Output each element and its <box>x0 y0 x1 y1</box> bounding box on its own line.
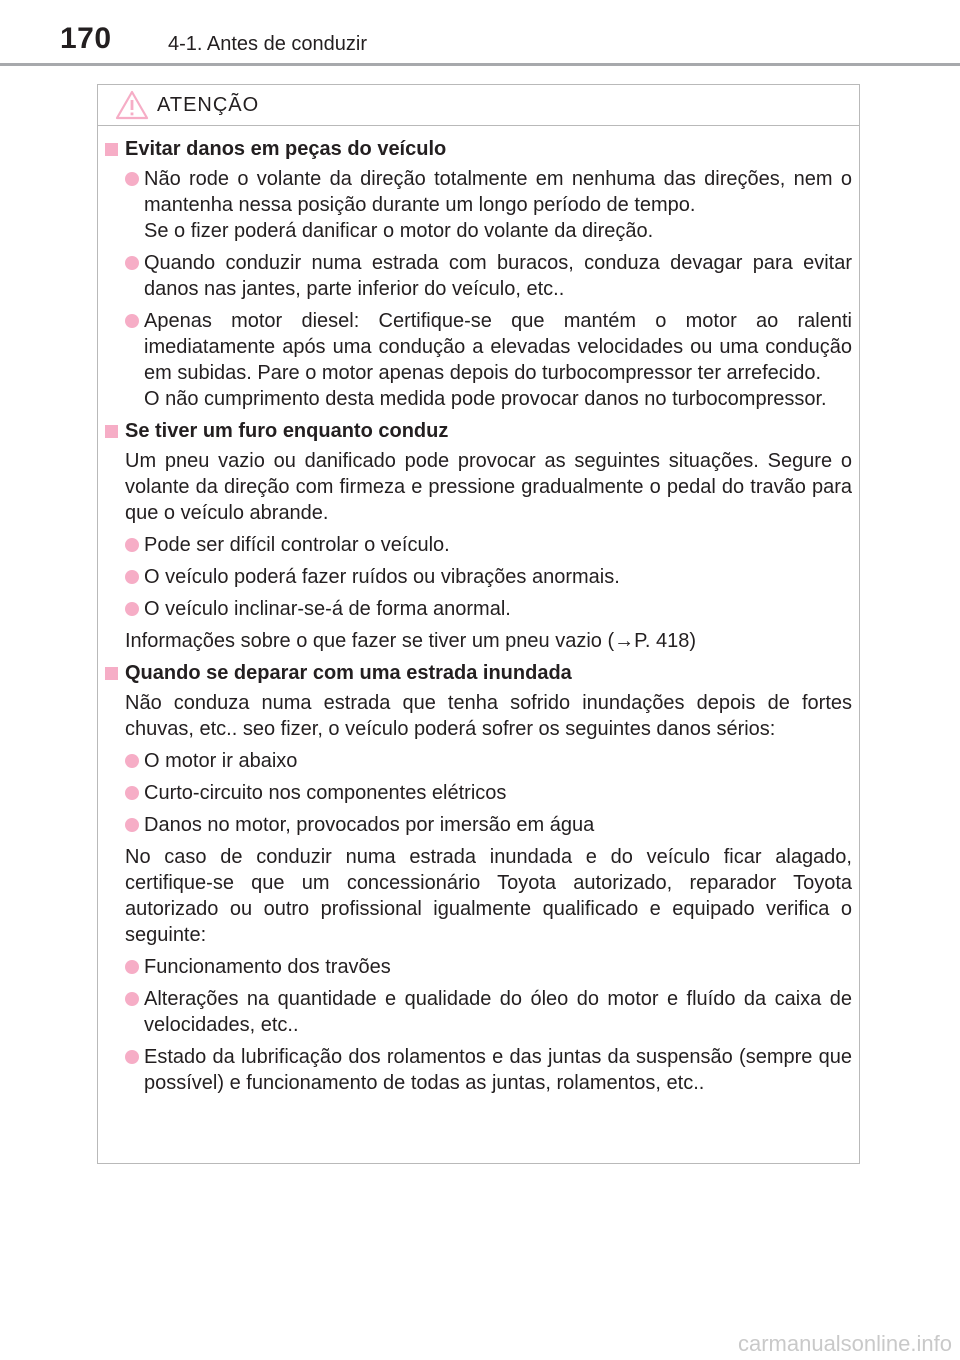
list-item-text: Apenas motor diesel: Certifique-se que mantém o motor ao ralenti imediatamente após uma condução a elevadas velocidades ou uma condução em subidas. Pare o motor apenas depois do turbocompressor ter arrefecido. <box>144 310 852 384</box>
paragraph: Não conduza numa estrada que tenha sofrido inundações depois de fortes chuvas, etc.. seo fizer, o veículo poderá sofrer os seguintes danos sérios: <box>125 692 852 740</box>
warning-box <box>97 84 860 1164</box>
bullet-dot-icon <box>125 786 139 800</box>
list-item-text: Danos no motor, provocados por imersão em água <box>144 814 595 836</box>
warning-title: ATENÇÃO <box>157 94 260 116</box>
list-item <box>104 166 852 244</box>
section-title-text: Se tiver um furo enquanto conduz <box>125 420 449 442</box>
list-item <box>104 532 852 558</box>
list-item <box>104 986 852 1038</box>
section-title-text: Quando se deparar com uma estrada inundada <box>125 662 572 684</box>
section-square-icon <box>105 143 118 156</box>
bullet-dot-icon <box>125 960 139 974</box>
bullet-dot-icon <box>125 172 139 186</box>
list-item-text: O veículo poderá fazer ruídos ou vibrações anormais. <box>144 566 620 588</box>
section-title <box>104 136 852 163</box>
list-item <box>104 748 852 774</box>
bullet-dot-icon <box>125 992 139 1006</box>
list-item-text: Se o fizer poderá danificar o motor do volante da direção. <box>144 220 654 242</box>
page-header <box>0 0 960 66</box>
list-item <box>104 812 852 838</box>
list-item-text: Quando conduzir numa estrada com buracos, conduza devagar para evitar danos nas jantes, parte inferior do veículo, etc.. <box>144 252 852 300</box>
section-title-text: Evitar danos em peças do veículo <box>125 138 447 160</box>
bullet-dot-icon <box>125 570 139 584</box>
list-item <box>104 954 852 980</box>
paragraph: Um pneu vazio ou danificado pode provocar as seguintes situações. Segure o volante da direção com firmeza e pressione gradualmente o pedal do travão para que o veículo abrande. <box>125 450 852 524</box>
watermark: carmanualsonline.info <box>737 1331 952 1356</box>
list-item <box>104 308 852 412</box>
bullet-dot-icon <box>125 818 139 832</box>
bullet-dot-icon <box>125 538 139 552</box>
warning-content <box>98 136 859 1102</box>
bullet-dot-icon <box>125 256 139 270</box>
list-item <box>104 564 852 590</box>
page-number: 170 <box>60 22 112 55</box>
section-title <box>104 418 852 445</box>
list-item-text: Alterações na quantidade e qualidade do óleo do motor e fluído da caixa de velocidades, etc.. <box>144 988 852 1036</box>
bullet-dot-icon <box>125 314 139 328</box>
list-item-text: Não rode o volante da direção totalmente em nenhuma das direções, nem o mantenha nessa posição durante um longo período de tempo. <box>144 168 852 216</box>
list-item <box>104 596 852 622</box>
header-divider <box>0 63 960 66</box>
section-title <box>104 660 852 687</box>
section-square-icon <box>105 667 118 680</box>
list-item-text: O motor ir abaixo <box>144 750 298 772</box>
bullet-dot-icon <box>125 754 139 768</box>
list-item-text: Funcionamento dos travões <box>144 956 391 978</box>
warning-header <box>98 85 859 126</box>
paragraph: No caso de conduzir numa estrada inundada e do veículo ficar alagado, certifique-se que um concessionário Toyota autorizado, reparador Toyota autorizado ou outro profissional igualmente qualificado e equipado verifica o seguinte: <box>125 846 852 946</box>
list-item-text: Pode ser difícil controlar o veículo. <box>144 534 450 556</box>
list-item <box>104 780 852 806</box>
chapter-title: 4-1. Antes de conduzir <box>168 33 368 55</box>
list-item-text: Estado da lubrificação dos rolamentos e das juntas da suspensão (sempre que possível) e funcionamento de todas as juntas, rolamentos, etc.. <box>144 1046 852 1094</box>
warning-triangle-icon <box>115 90 149 120</box>
section-square-icon <box>105 425 118 438</box>
bullet-dot-icon <box>125 1050 139 1064</box>
bullet-dot-icon <box>125 602 139 616</box>
list-item <box>104 1044 852 1096</box>
list-item <box>104 250 852 302</box>
list-item-text: Curto-circuito nos componentes elétricos <box>144 782 507 804</box>
list-item-text: O não cumprimento desta medida pode provocar danos no turbocompressor. <box>144 388 827 410</box>
page-reference: Informações sobre o que fazer se tiver um pneu vazio (→P. 418) <box>125 630 697 652</box>
list-item-text: O veículo inclinar-se-á de forma anormal. <box>144 598 511 620</box>
